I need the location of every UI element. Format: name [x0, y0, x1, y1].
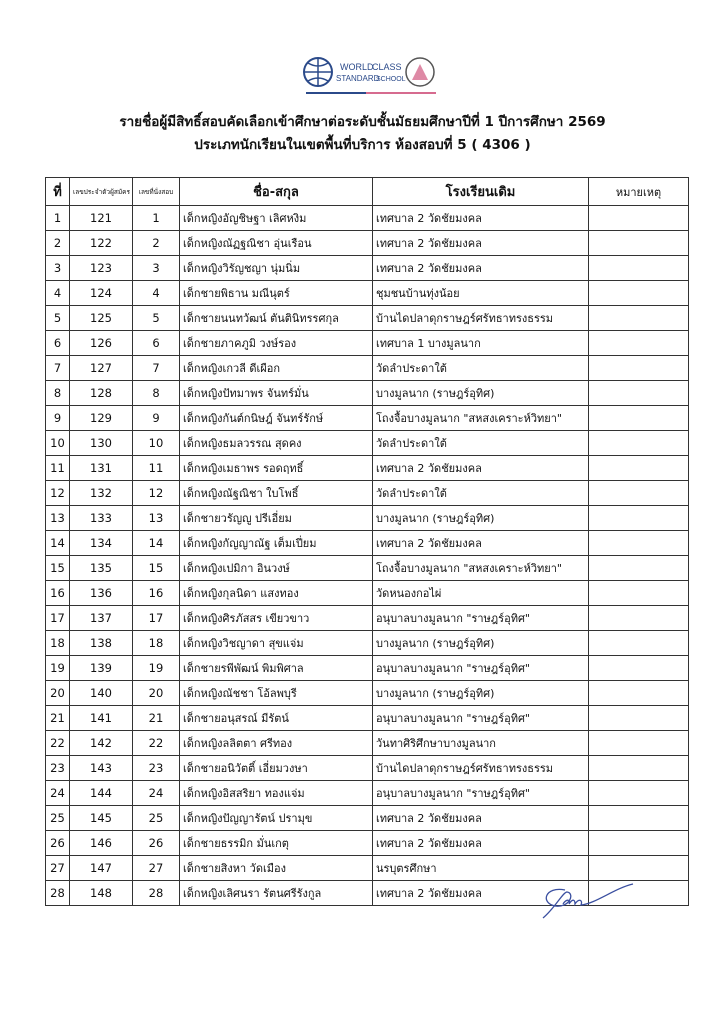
student-name-cell: เด็กหญิงอิสสริยา ทองแจ่ม: [180, 781, 373, 806]
table-header-row: [46, 178, 689, 206]
seat-no-cell: 13: [133, 506, 180, 531]
row-no-cell: 17: [46, 606, 70, 631]
table-row: [46, 331, 689, 356]
student-name-cell: เด็กชายนนทวัฒน์ ตันตินิทรรศกุล: [180, 306, 373, 331]
row-no-cell: 9: [46, 406, 70, 431]
previous-school-cell: บางมูลนาก (ราษฎร์อุทิศ): [373, 681, 589, 706]
seat-no-cell: 1: [133, 206, 180, 231]
previous-school-cell: โถงจื้อบางมูลนาก "สหสงเคราะห์วิทยา": [373, 556, 589, 581]
row-no-cell: 4: [46, 281, 70, 306]
row-no-cell: 2: [46, 231, 70, 256]
header-applicant-id: เลขประจำตัวผู้สมัคร: [70, 178, 133, 206]
student-name-cell: เด็กหญิงเมธาพร รอดฤทธิ์: [180, 456, 373, 481]
applicant-id-cell: 148: [70, 881, 133, 906]
student-name-cell: เด็กหญิงปัทมาพร จันทร์มั่น: [180, 381, 373, 406]
row-no-cell: 22: [46, 731, 70, 756]
student-name-cell: เด็กหญิงกันต์กนิษฎ์ จันทร์รักษ์: [180, 406, 373, 431]
seat-no-cell: 19: [133, 656, 180, 681]
table-row: [46, 806, 689, 831]
remarks-cell: [589, 456, 689, 481]
table-row: [46, 431, 689, 456]
previous-school-cell: วัดลำประดาใต้: [373, 356, 589, 381]
signature: [535, 878, 635, 923]
seat-no-cell: 18: [133, 631, 180, 656]
remarks-cell: [589, 856, 689, 881]
applicant-id-cell: 121: [70, 206, 133, 231]
remarks-cell: [589, 256, 689, 281]
row-no-cell: 13: [46, 506, 70, 531]
remarks-cell: [589, 506, 689, 531]
remarks-cell: [589, 756, 689, 781]
previous-school-cell: เทศบาล 2 วัดชัยมงคล: [373, 206, 589, 231]
remarks-cell: [589, 206, 689, 231]
applicant-id-cell: 122: [70, 231, 133, 256]
student-name-cell: เด็กหญิงณัฐณิชา ใบโพธิ์: [180, 481, 373, 506]
row-no-cell: 21: [46, 706, 70, 731]
student-name-cell: เด็กหญิงเกวลี ดีเผือก: [180, 356, 373, 381]
applicant-id-cell: 142: [70, 731, 133, 756]
seat-no-cell: 8: [133, 381, 180, 406]
applicant-id-cell: 123: [70, 256, 133, 281]
seat-no-cell: 7: [133, 356, 180, 381]
logo-text-world: WORLD: [340, 62, 374, 72]
previous-school-cell: เทศบาล 2 วัดชัยมงคล: [373, 531, 589, 556]
seat-no-cell: 4: [133, 281, 180, 306]
row-no-cell: 18: [46, 631, 70, 656]
row-no-cell: 26: [46, 831, 70, 856]
table-row: [46, 506, 689, 531]
row-no-cell: 12: [46, 481, 70, 506]
seat-no-cell: 27: [133, 856, 180, 881]
logo-text-school: SCHOOL: [376, 76, 406, 83]
remarks-cell: [589, 781, 689, 806]
applicant-id-cell: 140: [70, 681, 133, 706]
previous-school-cell: เทศบาล 2 วัดชัยมงคล: [373, 881, 589, 906]
row-no-cell: 28: [46, 881, 70, 906]
seat-no-cell: 11: [133, 456, 180, 481]
previous-school-cell: ชุมชนบ้านทุ่งน้อย: [373, 281, 589, 306]
student-name-cell: เด็กชายอนิวัตติ์ เอี่ยมวงษา: [180, 756, 373, 781]
remarks-cell: [589, 381, 689, 406]
row-no-cell: 3: [46, 256, 70, 281]
remarks-cell: [589, 656, 689, 681]
applicant-id-cell: 128: [70, 381, 133, 406]
previous-school-cell: เทศบาล 2 วัดชัยมงคล: [373, 456, 589, 481]
student-name-cell: เด็กหญิงเปมิกา อินวงษ์: [180, 556, 373, 581]
logo-text-class: CLASS: [372, 62, 402, 72]
table-row: [46, 581, 689, 606]
remarks-cell: [589, 831, 689, 856]
header-school: โรงเรียนเดิม: [373, 178, 589, 206]
student-name-cell: เด็กชายอนุสรณ์ มีรัตน์: [180, 706, 373, 731]
row-no-cell: 7: [46, 356, 70, 381]
table-row: [46, 831, 689, 856]
table-row: [46, 856, 689, 881]
student-name-cell: เด็กชายธรรมิก มั่นเกตุ: [180, 831, 373, 856]
table-row: [46, 656, 689, 681]
remarks-cell: [589, 731, 689, 756]
table-row: [46, 256, 689, 281]
remarks-cell: [589, 581, 689, 606]
previous-school-cell: เทศบาล 2 วัดชัยมงคล: [373, 256, 589, 281]
header-seat-no: เลขที่นั่งสอบ: [133, 178, 180, 206]
previous-school-cell: เทศบาล 2 วัดชัยมงคล: [373, 806, 589, 831]
student-name-cell: เด็กหญิงวิรัญชญา นุ่มนิ่ม: [180, 256, 373, 281]
previous-school-cell: วัดหนองกอไผ่: [373, 581, 589, 606]
student-name-cell: เด็กหญิงวิชญาดา สุขแจ่ม: [180, 631, 373, 656]
applicant-id-cell: 126: [70, 331, 133, 356]
table-row: [46, 706, 689, 731]
student-name-cell: เด็กชายภาคภูมิ วงษ์รอง: [180, 331, 373, 356]
seat-no-cell: 9: [133, 406, 180, 431]
remarks-cell: [589, 331, 689, 356]
student-name-cell: เด็กหญิงปัญญารัตน์ ปรามุข: [180, 806, 373, 831]
previous-school-cell: โถงจื้อบางมูลนาก "สหสงเคราะห์วิทยา": [373, 406, 589, 431]
remarks-cell: [589, 631, 689, 656]
seat-no-cell: 22: [133, 731, 180, 756]
page-title: รายชื่อผู้มีสิทธิ์สอบคัดเลือกเข้าศึกษาต่อระดับชั้นมัธยมศึกษาปีที่ 1 ปีการศึกษา 2569: [119, 114, 606, 130]
student-name-cell: เด็กชายวรัญญู ปรีเอี่ยม: [180, 506, 373, 531]
table-row: [46, 281, 689, 306]
table-row: [46, 606, 689, 631]
row-no-cell: 19: [46, 656, 70, 681]
previous-school-cell: บ้านไดปลาดุกราษฎร์ศรัทธาทรงธรรม: [373, 306, 589, 331]
header-remarks: หมายเหตุ: [589, 178, 689, 206]
applicant-id-cell: 124: [70, 281, 133, 306]
applicant-id-cell: 132: [70, 481, 133, 506]
student-name-cell: เด็กหญิงณัชชา โอ้ลพบุรี: [180, 681, 373, 706]
row-no-cell: 27: [46, 856, 70, 881]
student-name-cell: เด็กชายพิธาน มณีนุตร์: [180, 281, 373, 306]
table-row: [46, 381, 689, 406]
seat-no-cell: 17: [133, 606, 180, 631]
remarks-cell: [589, 706, 689, 731]
student-name-cell: เด็กหญิงกัญญาณัฐ เต็มเปี่ยม: [180, 531, 373, 556]
previous-school-cell: บางมูลนาก (ราษฎร์อุทิศ): [373, 506, 589, 531]
table-row: [46, 306, 689, 331]
remarks-cell: [589, 356, 689, 381]
table-row: [46, 456, 689, 481]
row-no-cell: 11: [46, 456, 70, 481]
applicant-id-cell: 135: [70, 556, 133, 581]
applicant-id-cell: 141: [70, 706, 133, 731]
remarks-cell: [589, 406, 689, 431]
row-no-cell: 10: [46, 431, 70, 456]
previous-school-cell: บางมูลนาก (ราษฎร์อุทิศ): [373, 631, 589, 656]
row-no-cell: 24: [46, 781, 70, 806]
seat-no-cell: 26: [133, 831, 180, 856]
remarks-cell: [589, 531, 689, 556]
logo-text-standard: STANDARD: [336, 74, 380, 83]
applicant-id-cell: 131: [70, 456, 133, 481]
previous-school-cell: บางมูลนาก (ราษฎร์อุทิศ): [373, 381, 589, 406]
seat-no-cell: 16: [133, 581, 180, 606]
seat-no-cell: 14: [133, 531, 180, 556]
row-no-cell: 25: [46, 806, 70, 831]
student-name-cell: เด็กหญิงณัฏฐณิชา อุ่นเรือน: [180, 231, 373, 256]
table-row: [46, 231, 689, 256]
remarks-cell: [589, 481, 689, 506]
remarks-cell: [589, 606, 689, 631]
seat-no-cell: 25: [133, 806, 180, 831]
seat-no-cell: 6: [133, 331, 180, 356]
seat-no-cell: 21: [133, 706, 180, 731]
applicant-id-cell: 147: [70, 856, 133, 881]
row-no-cell: 16: [46, 581, 70, 606]
student-name-cell: เด็กหญิงกุลนิดา แสงทอง: [180, 581, 373, 606]
row-no-cell: 1: [46, 206, 70, 231]
student-name-cell: เด็กหญิงธมลวรรณ สุดคง: [180, 431, 373, 456]
table-row: [46, 681, 689, 706]
applicant-id-cell: 143: [70, 756, 133, 781]
student-name-cell: เด็กหญิงเลิศนรา รัตนศรีรังกูล: [180, 881, 373, 906]
table-row: [46, 556, 689, 581]
seat-no-cell: 10: [133, 431, 180, 456]
previous-school-cell: นรบุตรศึกษา: [373, 856, 589, 881]
row-no-cell: 15: [46, 556, 70, 581]
seat-no-cell: 5: [133, 306, 180, 331]
seat-no-cell: 28: [133, 881, 180, 906]
applicant-id-cell: 146: [70, 831, 133, 856]
remarks-cell: [589, 806, 689, 831]
remarks-cell: [589, 431, 689, 456]
remarks-cell: [589, 306, 689, 331]
applicant-id-cell: 138: [70, 631, 133, 656]
applicant-id-cell: 133: [70, 506, 133, 531]
applicant-id-cell: 136: [70, 581, 133, 606]
remarks-cell: [589, 681, 689, 706]
previous-school-cell: วัดลำประดาใต้: [373, 481, 589, 506]
row-no-cell: 23: [46, 756, 70, 781]
seat-no-cell: 15: [133, 556, 180, 581]
previous-school-cell: อนุบาลบางมูลนาก "ราษฎร์อุทิศ": [373, 606, 589, 631]
seat-no-cell: 23: [133, 756, 180, 781]
applicant-id-cell: 130: [70, 431, 133, 456]
student-name-cell: เด็กชายรพีพัฒน์ พิมพิศาล: [180, 656, 373, 681]
student-name-cell: เด็กหญิงลลิตตา ศรีทอง: [180, 731, 373, 756]
seat-no-cell: 12: [133, 481, 180, 506]
previous-school-cell: อนุบาลบางมูลนาก "ราษฎร์อุทิศ": [373, 781, 589, 806]
remarks-cell: [589, 231, 689, 256]
seat-no-cell: 20: [133, 681, 180, 706]
applicant-id-cell: 127: [70, 356, 133, 381]
row-no-cell: 8: [46, 381, 70, 406]
student-name-cell: เด็กหญิงอัญชิษฐา เลิศหงิม: [180, 206, 373, 231]
previous-school-cell: บ้านไดปลาดุกราษฎร์ศรัทธาทรงธรรม: [373, 756, 589, 781]
previous-school-cell: วันทาศิริศึกษาบางมูลนาก: [373, 731, 589, 756]
previous-school-cell: เทศบาล 1 บางมูลนาก: [373, 331, 589, 356]
seat-no-cell: 24: [133, 781, 180, 806]
seat-no-cell: 3: [133, 256, 180, 281]
row-no-cell: 20: [46, 681, 70, 706]
previous-school-cell: เทศบาล 2 วัดชัยมงคล: [373, 231, 589, 256]
remarks-cell: [589, 281, 689, 306]
page-subtitle: ประเภทนักเรียนในเขตพื้นที่บริการ ห้องสอบที่ 5 ( 4306 ): [194, 137, 531, 153]
student-name-cell: เด็กหญิงศิรภัสสร เขียวขาว: [180, 606, 373, 631]
remarks-cell: [589, 556, 689, 581]
row-no-cell: 5: [46, 306, 70, 331]
student-name-cell: เด็กชายสิงหา วัดเมือง: [180, 856, 373, 881]
table-row: [46, 531, 689, 556]
applicant-id-cell: 144: [70, 781, 133, 806]
previous-school-cell: อนุบาลบางมูลนาก "ราษฎร์อุทิศ": [373, 706, 589, 731]
table-row: [46, 481, 689, 506]
table-row: [46, 356, 689, 381]
applicant-id-cell: 129: [70, 406, 133, 431]
table-row: [46, 406, 689, 431]
candidate-table: [45, 177, 689, 906]
row-no-cell: 14: [46, 531, 70, 556]
row-no-cell: 6: [46, 331, 70, 356]
table-row: [46, 756, 689, 781]
previous-school-cell: อนุบาลบางมูลนาก "ราษฎร์อุทิศ": [373, 656, 589, 681]
table-row: [46, 781, 689, 806]
header-name: ชื่อ-สกุล: [180, 178, 373, 206]
header-no: ที่: [46, 178, 70, 206]
school-logo: [300, 52, 440, 102]
applicant-id-cell: 134: [70, 531, 133, 556]
table-row: [46, 631, 689, 656]
previous-school-cell: วัดลำประดาใต้: [373, 431, 589, 456]
table-row: [46, 206, 689, 231]
applicant-id-cell: 137: [70, 606, 133, 631]
previous-school-cell: เทศบาล 2 วัดชัยมงคล: [373, 831, 589, 856]
seat-no-cell: 2: [133, 231, 180, 256]
table-row: [46, 731, 689, 756]
applicant-id-cell: 139: [70, 656, 133, 681]
applicant-id-cell: 145: [70, 806, 133, 831]
applicant-id-cell: 125: [70, 306, 133, 331]
